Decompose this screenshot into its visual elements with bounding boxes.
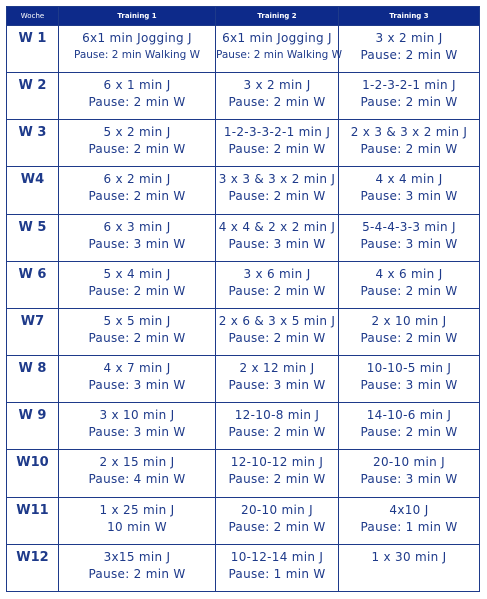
table-body <box>7 26 480 592</box>
interval-text: 4 x 7 min J <box>103 361 171 376</box>
pause-text: Pause: 3 min W <box>228 236 326 251</box>
interval-text: 6x1 min Jogging J <box>222 31 332 45</box>
table-row <box>7 544 480 591</box>
interval-text: 3 x 6 min J <box>243 266 311 281</box>
training-1-cell <box>59 73 216 120</box>
training-1-cell <box>59 544 216 591</box>
training-1-cell <box>59 356 216 403</box>
pause-text: Pause: 2 min W <box>88 283 186 298</box>
week-label: W10 <box>7 450 59 497</box>
interval-text: 3x15 min J <box>103 549 171 564</box>
pause-text: Pause: 1 min W <box>228 566 326 581</box>
interval-text: 10-12-14 min J <box>230 549 324 564</box>
training-2-cell <box>216 308 339 355</box>
interval-text: 2 x 10 min J <box>371 313 447 328</box>
header-training-2: Training 2 <box>216 7 339 26</box>
training-3-cell <box>339 73 480 120</box>
interval-text: 1 x 25 min J <box>99 502 175 517</box>
interval-text: 12-10-8 min J <box>234 408 320 423</box>
table-row <box>7 167 480 214</box>
interval-text: 20-10 min J <box>241 502 313 517</box>
interval-text: 4 x 4 & 2 x 2 min J <box>218 219 336 234</box>
pause-text: Pause: 2 min W <box>228 472 326 487</box>
training-3-cell <box>339 450 480 497</box>
training-2-cell <box>216 73 339 120</box>
pause-text: Pause: 2 min W <box>360 330 458 345</box>
pause-text: Pause: 2 min W <box>88 189 186 204</box>
interval-text: 1-2-3-3-2-1 min J <box>223 125 331 140</box>
pause-text: Pause: 2 min W <box>228 283 326 298</box>
interval-text: 6 x 1 min J <box>103 78 171 93</box>
table-row <box>7 120 480 167</box>
training-3-cell <box>339 497 480 544</box>
table-row <box>7 308 480 355</box>
week-label: W 1 <box>7 26 59 73</box>
interval-text: 4 x 6 min J <box>375 266 443 281</box>
week-label: W 8 <box>7 356 59 403</box>
training-3-cell <box>339 120 480 167</box>
training-3-cell <box>339 261 480 308</box>
pause-text: Pause: 3 min W <box>360 472 458 487</box>
pause-text: Pause: 2 min W <box>360 283 458 298</box>
interval-text: 10-10-5 min J <box>366 361 452 376</box>
pause-text: Pause: 2 min W <box>228 519 326 534</box>
interval-text: 12-10-12 min J <box>230 455 324 470</box>
interval-text: 5 x 4 min J <box>103 266 171 281</box>
interval-text: 1 x 30 min J <box>371 549 447 564</box>
training-2-cell <box>216 120 339 167</box>
training-1-cell <box>59 214 216 261</box>
training-1-cell <box>59 497 216 544</box>
pause-text: Pause: 3 min W <box>88 425 186 440</box>
interval-text: 6x1 min Jogging J <box>82 31 192 45</box>
training-2-cell <box>216 261 339 308</box>
table-row <box>7 26 480 73</box>
week-label: W 3 <box>7 120 59 167</box>
pause-text: Pause: 2 min W <box>228 330 326 345</box>
pause-text: Pause: 3 min W <box>228 378 326 393</box>
table-row <box>7 497 480 544</box>
pause-text: Pause: 3 min W <box>88 378 186 393</box>
training-2-cell <box>216 450 339 497</box>
training-1-cell <box>59 450 216 497</box>
training-2-cell <box>216 214 339 261</box>
table-row <box>7 356 480 403</box>
week-label: W 5 <box>7 214 59 261</box>
table-row <box>7 73 480 120</box>
pause-text: Pause: 2 min W <box>360 142 458 157</box>
training-3-cell <box>339 167 480 214</box>
training-3-cell <box>339 214 480 261</box>
training-schedule-table <box>6 6 480 592</box>
week-label: W 2 <box>7 73 59 120</box>
training-3-cell <box>339 308 480 355</box>
interval-text: 6 x 2 min J <box>103 172 171 187</box>
pause-text: Pause: 2 min W <box>88 330 186 345</box>
pause-text: Pause: 4 min W <box>88 472 186 487</box>
pause-text: Pause: 3 min W <box>360 236 458 251</box>
training-3-cell <box>339 403 480 450</box>
training-2-cell <box>216 26 343 73</box>
pause-text: Pause: 2 min W <box>88 566 186 581</box>
interval-text: 4 x 4 min J <box>375 172 443 187</box>
week-label: W7 <box>7 308 59 355</box>
training-2-cell <box>216 167 339 214</box>
week-label: W12 <box>7 544 59 591</box>
pause-text: Pause: 2 min W <box>360 95 458 110</box>
pause-text: Pause: 2 min W <box>228 189 326 204</box>
interval-text: 3 x 2 min J <box>243 78 311 93</box>
training-2-cell <box>216 403 339 450</box>
header-week: Woche <box>7 7 59 26</box>
week-label: W11 <box>7 497 59 544</box>
interval-text: 6 x 3 min J <box>103 219 171 234</box>
week-label: W4 <box>7 167 59 214</box>
table-row <box>7 450 480 497</box>
interval-text: 1-2-3-2-1 min J <box>362 78 456 93</box>
pause-text: Pause: 3 min W <box>360 189 458 204</box>
week-label: W 6 <box>7 261 59 308</box>
pause-text: 10 min W <box>107 519 167 534</box>
interval-text: 14-10-6 min J <box>366 408 452 423</box>
pause-text: Pause: 2 min Walking W <box>73 49 200 61</box>
pause-text: Pause: 1 min W <box>360 519 458 534</box>
table-header <box>7 7 480 26</box>
interval-text: 2 x 12 min J <box>239 361 315 376</box>
training-2-cell <box>216 544 339 591</box>
training-1-cell <box>59 26 216 73</box>
pause-text: Pause: 2 min Walking W <box>216 49 343 61</box>
header-training-3: Training 3 <box>339 7 480 26</box>
training-2-cell <box>216 356 339 403</box>
pause-text: Pause: 2 min W <box>88 95 186 110</box>
pause-text: Pause: 2 min W <box>228 425 326 440</box>
training-2-cell <box>216 497 339 544</box>
training-1-cell <box>59 261 216 308</box>
header-training-1: Training 1 <box>59 7 216 26</box>
interval-text: 3 x 3 & 3 x 2 min J <box>218 172 336 187</box>
interval-text: 20-10 min J <box>373 455 445 470</box>
interval-text: 3 x 2 min J <box>375 31 443 45</box>
interval-text: 2 x 6 & 3 x 5 min J <box>218 313 336 328</box>
table-row <box>7 214 480 261</box>
training-1-cell <box>59 167 216 214</box>
training-3-cell <box>339 26 480 73</box>
table-row <box>7 403 480 450</box>
training-3-cell <box>339 356 480 403</box>
week-label: W 9 <box>7 403 59 450</box>
pause-text: Pause: 3 min W <box>88 236 186 251</box>
interval-text: 4x10 J <box>389 502 429 517</box>
pause-text: Pause: 2 min W <box>88 142 186 157</box>
table-row <box>7 261 480 308</box>
training-1-cell <box>59 308 216 355</box>
pause-text: Pause: 2 min W <box>360 48 458 62</box>
training-1-cell <box>59 120 216 167</box>
interval-text: 2 x 15 min J <box>99 455 175 470</box>
pause-text: Pause: 2 min W <box>228 95 326 110</box>
interval-text: 5 x 5 min J <box>103 313 171 328</box>
training-3-cell <box>339 544 480 591</box>
pause-text: Pause: 2 min W <box>228 142 326 157</box>
interval-text: 3 x 10 min J <box>99 408 175 423</box>
header-row <box>7 7 480 26</box>
interval-text: 2 x 3 & 3 x 2 min J <box>350 125 468 140</box>
training-1-cell <box>59 403 216 450</box>
pause-text: Pause: 2 min W <box>360 425 458 440</box>
interval-text: 5-4-4-3-3 min J <box>362 219 456 234</box>
interval-text: 5 x 2 min J <box>103 125 171 140</box>
pause-text: Pause: 3 min W <box>360 378 458 393</box>
